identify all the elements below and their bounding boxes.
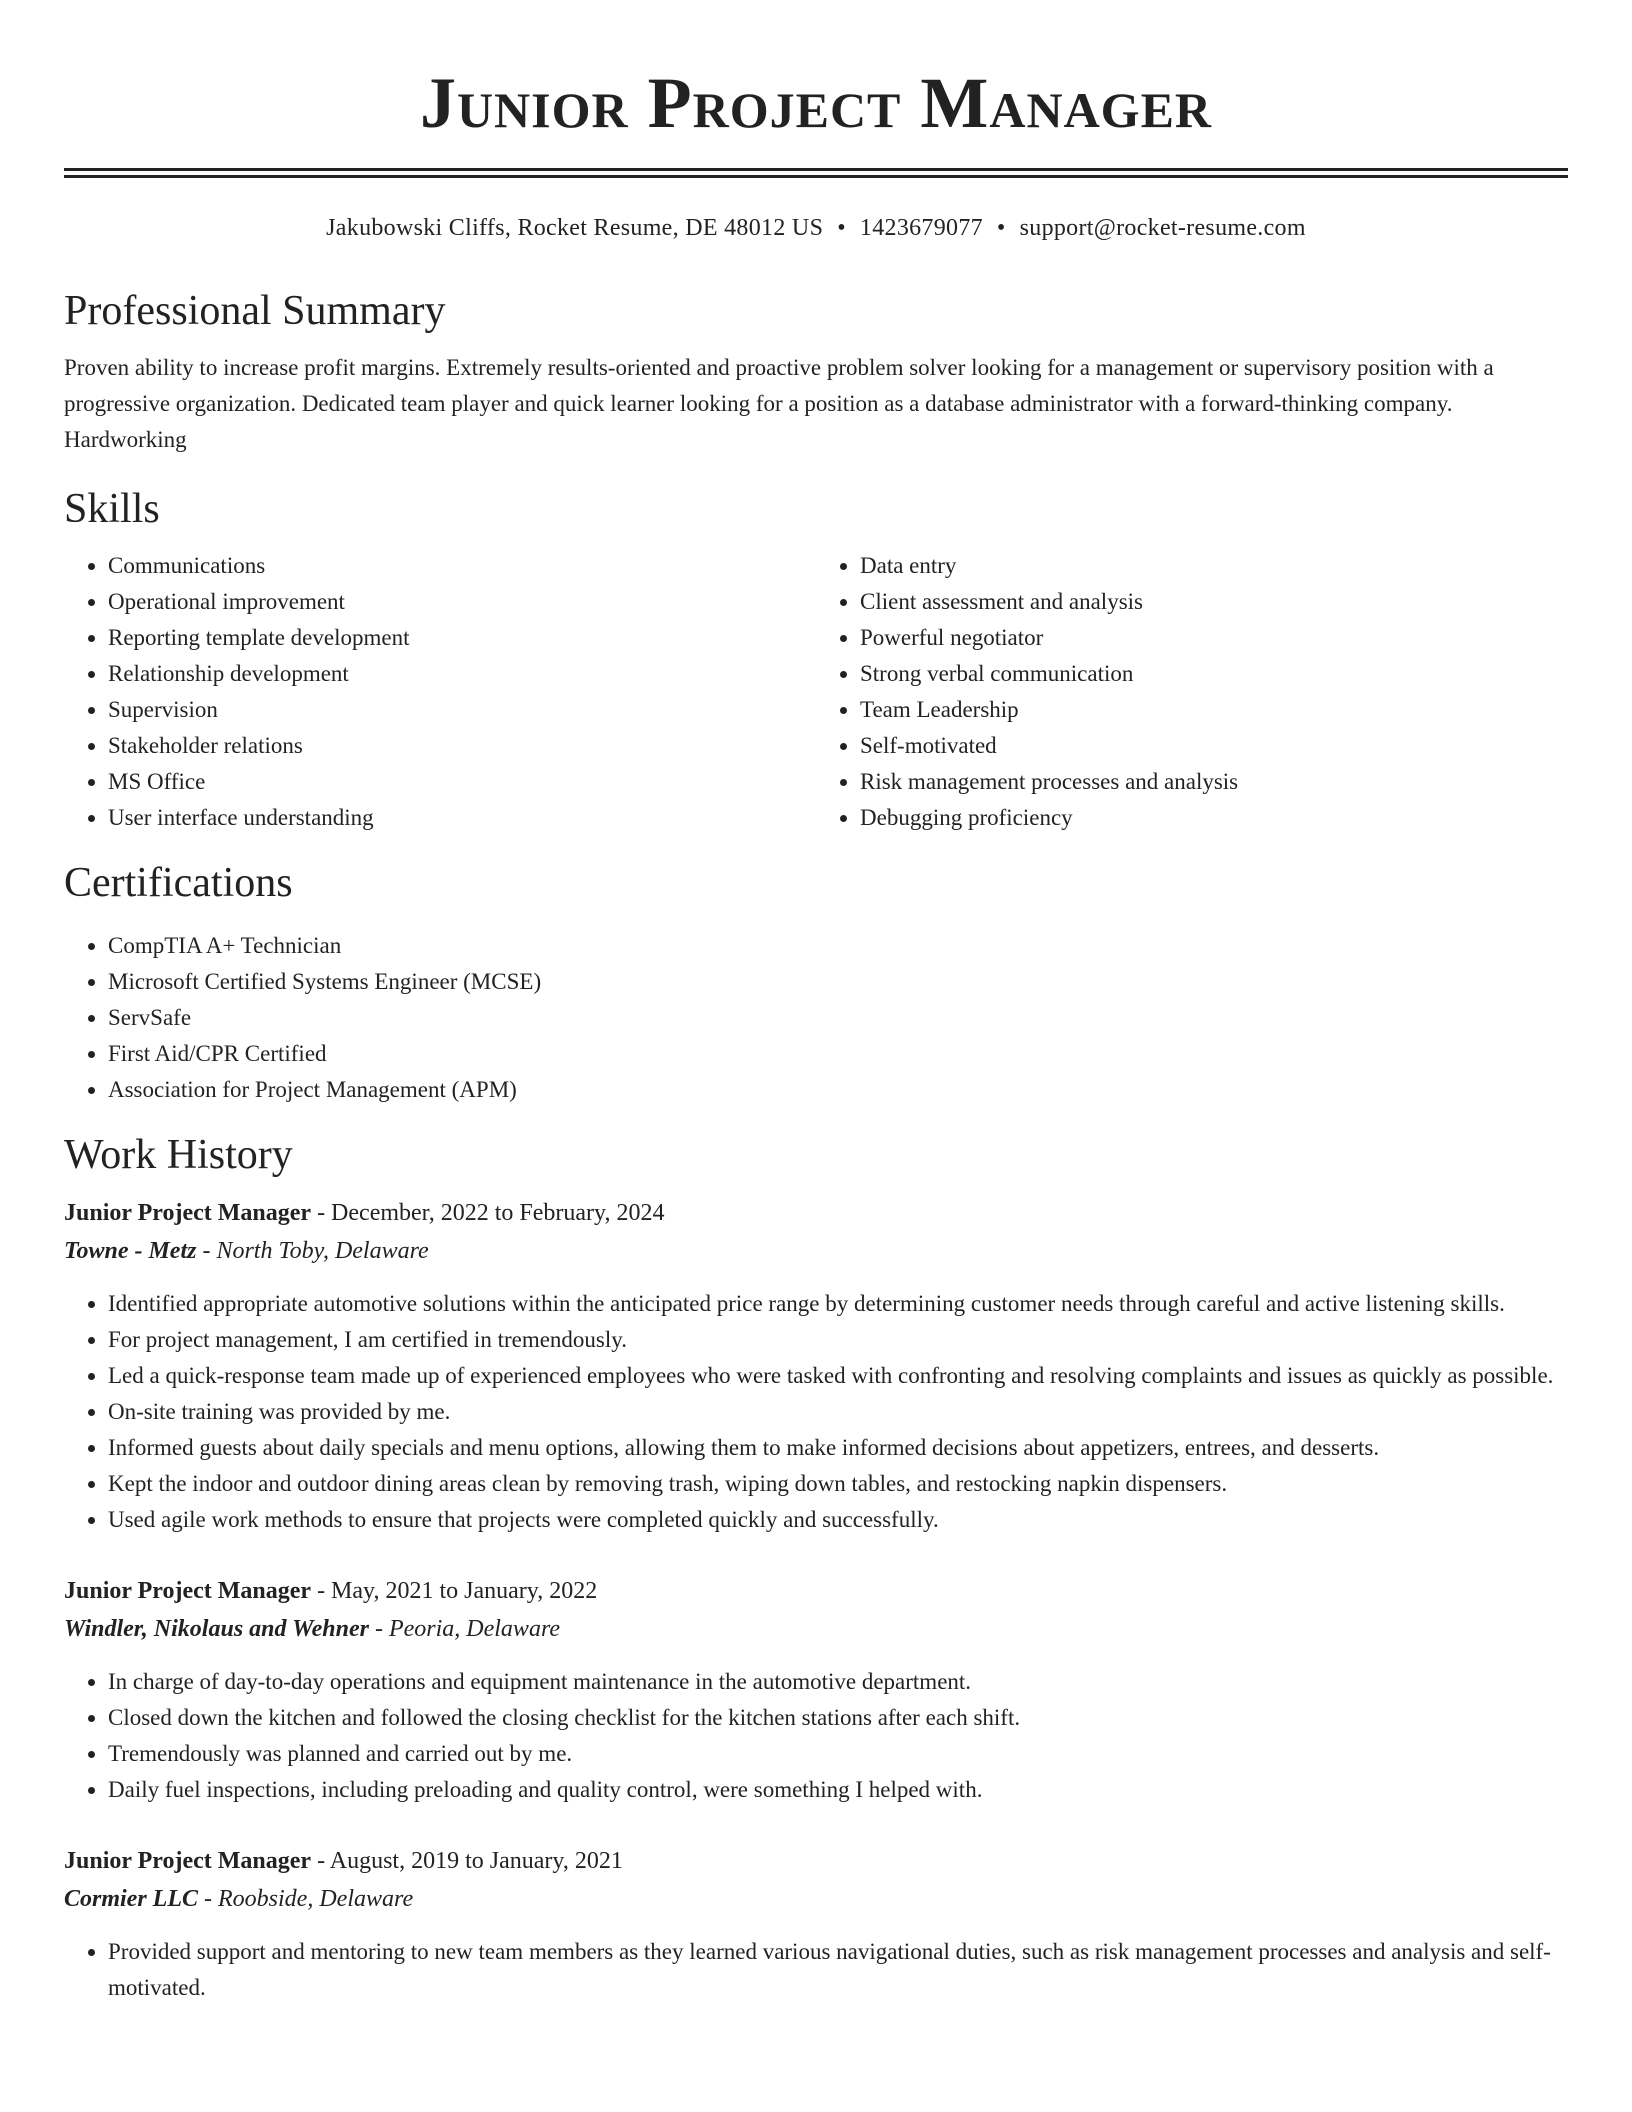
job-title: Junior Project Manager: [64, 1848, 312, 1874]
skills-heading: Skills: [64, 486, 160, 532]
skills-list-right: [816, 548, 1568, 836]
summary-heading: Professional Summary: [64, 288, 446, 334]
list-item: • Debugging proficiency: [860, 800, 1568, 836]
job-location: - Roobside, Delaware: [198, 1886, 414, 1912]
list-item: • Kept the indoor and outdoor dining areas clean by removing trash, wiping down tables, and restocking napkin dispensers.: [108, 1466, 1568, 1502]
skills-list-left: [64, 548, 816, 836]
work-history-heading: Work History: [64, 1132, 293, 1178]
job-bullets: [64, 1664, 1568, 1808]
work-history-list: [64, 1194, 1568, 2006]
job-dates: - May, 2021 to January, 2022: [311, 1578, 598, 1604]
contact-email[interactable]: support@rocket-resume.com: [1019, 215, 1306, 241]
list-item: • Relationship development: [108, 656, 816, 692]
list-item: • Reporting template development: [108, 620, 816, 656]
job-title-line: [64, 1842, 1568, 1880]
list-item: • Provided support and mentoring to new team members as they learned various navigational duties, such as risk management processes and analysis and self-motivated.: [108, 1934, 1568, 2006]
contact-separator: •: [837, 215, 846, 241]
list-item: • Risk management processes and analysis: [860, 764, 1568, 800]
job-company-line: [64, 1880, 1568, 1918]
list-item: • Powerful negotiator: [860, 620, 1568, 656]
list-item: • Association for Project Management (APM): [108, 1072, 1568, 1108]
contact-address: Jakubowski Cliffs, Rocket Resume, DE 48012 US: [326, 215, 824, 241]
contact-separator: •: [996, 215, 1006, 241]
list-item: • Microsoft Certified Systems Engineer (MCSE): [108, 964, 1568, 1000]
list-item: • Self-motivated: [860, 728, 1568, 764]
list-item: • First Aid/CPR Certified: [108, 1036, 1568, 1072]
job-company: Windler, Nikolaus and Wehner: [64, 1616, 369, 1642]
list-item: • Stakeholder relations: [108, 728, 816, 764]
list-item: • Client assessment and analysis: [860, 584, 1568, 620]
list-item: • On-site training was provided by me.: [108, 1394, 1568, 1430]
certifications-heading: Certifications: [64, 860, 293, 906]
certifications-list: [64, 928, 1568, 1108]
list-item: • Led a quick-response team made up of experienced employees who were tasked with confronting and resolving complaints and issues as quickly as possible.: [108, 1358, 1568, 1394]
job-title-line: [64, 1194, 1568, 1232]
list-item: • For project management, I am certified in tremendously.: [108, 1322, 1568, 1358]
list-item: • Strong verbal communication: [860, 656, 1568, 692]
job-location: - Peoria, Delaware: [368, 1616, 561, 1642]
job-company-line: [64, 1610, 1568, 1648]
job-company-line: [64, 1232, 1568, 1270]
list-item: • Identified appropriate automotive solutions within the anticipated price range by determining customer needs through careful and active listening skills.: [108, 1286, 1568, 1322]
list-item: • Daily fuel inspections, including preloading and quality control, were something I helped with.: [108, 1772, 1568, 1808]
list-item: • Communications: [108, 548, 816, 584]
job-entry: [64, 1194, 1568, 1538]
list-item: • User interface understanding: [108, 800, 816, 836]
list-item: • CompTIA A+ Technician: [108, 928, 1568, 964]
list-item: • Tremendously was planned and carried out by me.: [108, 1736, 1568, 1772]
job-title-line: [64, 1572, 1568, 1610]
job-title: Junior Project Manager: [64, 1200, 312, 1226]
job-title: Junior Project Manager: [64, 1578, 312, 1604]
list-item: • Informed guests about daily specials and menu options, allowing them to make informed decisions about appetizers, entrees, and desserts.: [108, 1430, 1568, 1466]
contact-line: [64, 212, 1568, 244]
skills-columns: [64, 548, 1568, 836]
job-bullets: [64, 1286, 1568, 1538]
list-item: • Operational improvement: [108, 584, 816, 620]
list-item: • Team Leadership: [860, 692, 1568, 728]
job-dates: - December, 2022 to February, 2024: [311, 1200, 665, 1226]
job-company: Cormier LLC: [64, 1886, 199, 1912]
job-location: - North Toby, Delaware: [196, 1238, 429, 1264]
list-item: • Supervision: [108, 692, 816, 728]
list-item: • Closed down the kitchen and followed the closing checklist for the kitchen stations after each shift.: [108, 1700, 1568, 1736]
list-item: • In charge of day-to-day operations and equipment maintenance in the automotive department.: [108, 1664, 1568, 1700]
summary-text: Proven ability to increase profit margins. Extremely results-oriented and proactive problem solver looking for a management or supervisory position with a progressive organization. Dedicated team player and quick learner looking for a position as a database administrator with a forward-thinking company. Hardworking: [64, 355, 1494, 452]
list-item: • ServSafe: [108, 1000, 1568, 1036]
list-item: • Data entry: [860, 548, 1568, 584]
header-double-rule: [64, 168, 1568, 178]
job-company: Towne - Metz: [64, 1238, 197, 1264]
contact-phone: 1423679077: [859, 215, 983, 241]
list-item: • Used agile work methods to ensure that projects were completed quickly and successfully.: [108, 1502, 1568, 1538]
job-entry: [64, 1842, 1568, 2006]
resume-title: Junior Project Manager: [419, 63, 1213, 143]
list-item: • MS Office: [108, 764, 816, 800]
job-bullets: [64, 1934, 1568, 2006]
job-dates: - August, 2019 to January, 2021: [311, 1848, 623, 1874]
job-entry: [64, 1572, 1568, 1808]
